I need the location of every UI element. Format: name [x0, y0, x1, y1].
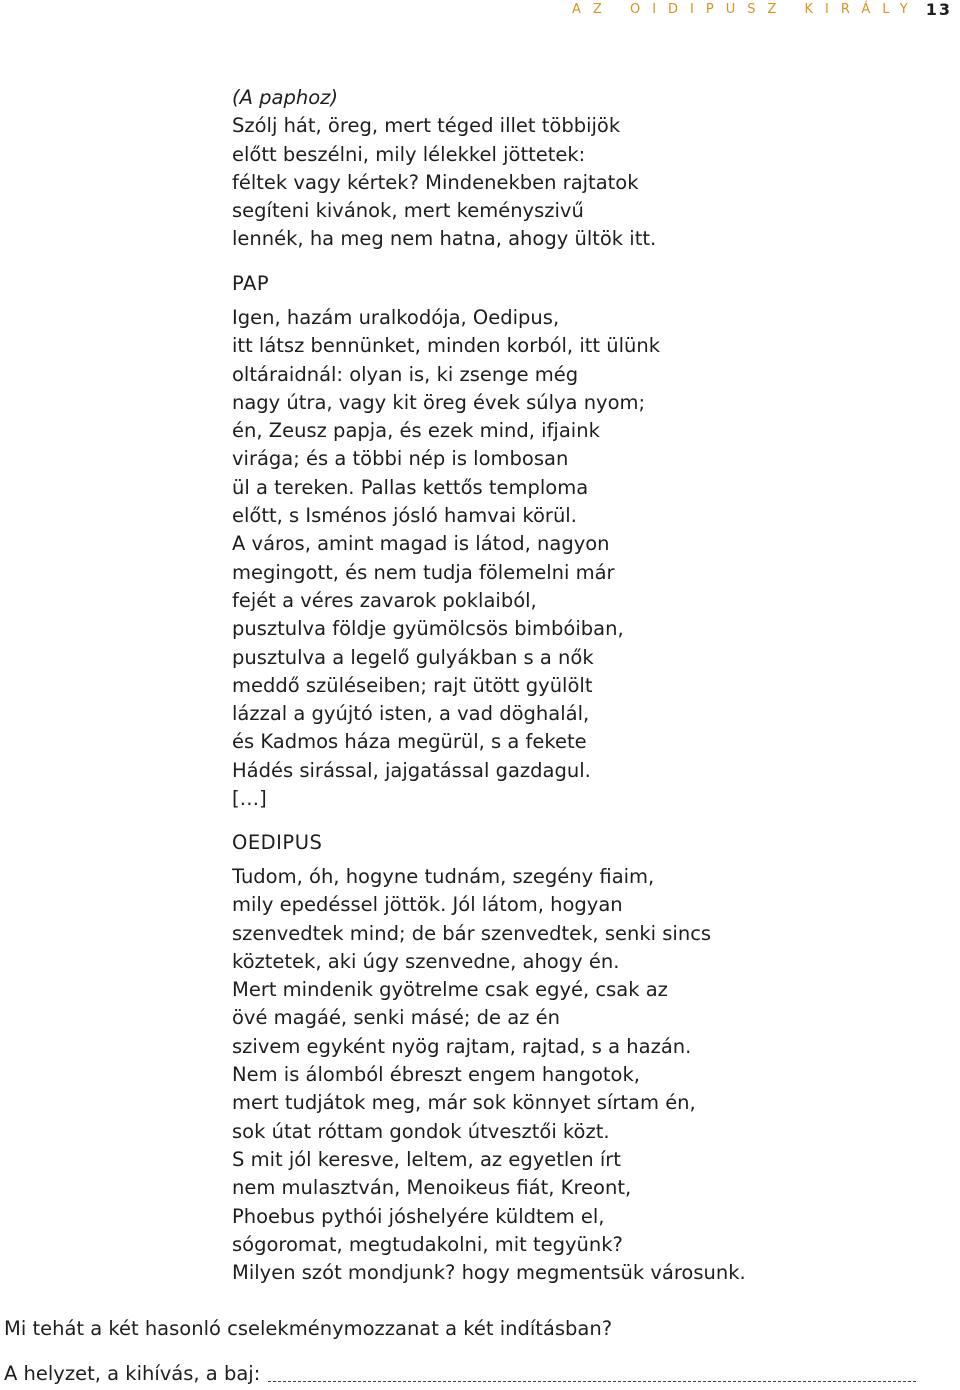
verse-line: én, Zeusz papja, és ezek mind, ifjaink	[232, 419, 600, 443]
verse-line: sok útat róttam gondok útvesztői közt.	[232, 1119, 610, 1143]
verse-line: pusztulva a legelő gulyákban s a nők	[232, 645, 594, 669]
verse-line: előtt beszélni, mily lélekkel jöttetek:	[232, 142, 586, 166]
stage-direction: (A paphoz)	[232, 86, 338, 109]
verse-line: segíteni kivánok, mert keményszivű	[232, 199, 584, 223]
verse-line: A város, amint magad is látod, nagyon	[232, 532, 610, 556]
verse-line: fejét a véres zavarok poklaiból,	[232, 588, 537, 612]
verse-line: pusztulva földje gyümölcsös bimbóiban,	[232, 617, 624, 641]
exercise-question: Mi tehát a két hasonló cselekménymozzanat a két indításban?	[4, 1317, 613, 1340]
verse-line: Tudom, óh, hogyne tudnám, szegény fiaim,	[232, 865, 655, 888]
verse-line: Szólj hát, öreg, mert téged illet többijök	[232, 114, 621, 138]
verse-line: szivem egyként nyög rajtam, rajtad, s a hazán.	[232, 1034, 692, 1058]
omission-mark: […]	[232, 787, 267, 811]
verse-line: mert tudjátok meg, már sok könnyet sírtam én,	[232, 1091, 696, 1115]
verse-line: Phoebus pythói jóshelyére küldtem el,	[232, 1204, 605, 1228]
verse-line: virága; és a többi nép is lombosan	[232, 447, 569, 471]
verse-line: féltek vagy kértek? Mindenekben rajtatok	[232, 170, 639, 194]
verse-line: itt látsz bennünket, minden korból, itt ülünk	[232, 334, 661, 358]
verse-line: S mit jól keresve, leltem, az egyetlen írt	[232, 1147, 621, 1171]
verse-line: Mert mindenik gyötrelme csak egyé, csak az	[232, 978, 668, 1002]
verse-line: ül a tereken. Pallas kettős temploma	[232, 475, 589, 499]
speaker-oedipus: OEDIPUS	[232, 831, 323, 854]
running-head	[572, 0, 952, 22]
verse-line: mily epedéssel jöttök. Jól látom, hogyan	[232, 893, 623, 917]
verse-line: nem mulasztván, Menoikeus fiát, Kreont,	[232, 1176, 632, 1200]
verse-line: és Kadmos háza megürül, s a fekete	[232, 730, 587, 754]
verse-line: lennék, ha meg nem hatna, ahogy ültök itt.	[232, 227, 657, 251]
verse-line: Igen, hazám uralkodója, Oedipus,	[232, 306, 560, 329]
verse-line: szenvedtek mind; de bár szenvedtek, senki sincs	[232, 921, 712, 945]
answer-label: A helyzet, a kihívás, a baj:	[4, 1362, 261, 1385]
page-number: 13	[925, 0, 952, 19]
verse-line: Nem is álomból ébreszt engem hangotok,	[232, 1063, 640, 1087]
verse-line: megingott, és nem tudja fölemelni már	[232, 560, 615, 584]
priest-speech	[232, 304, 660, 813]
verse-line: oltáraidnál: olyan is, ki zsenge még	[232, 362, 579, 386]
verse-line: lázzal a gyújtó isten, a vad döghalál,	[232, 702, 590, 726]
answer-row	[4, 1360, 916, 1388]
answer-line[interactable]	[268, 1380, 916, 1382]
verse-line: köztetek, aki úgy szenvedne, ahogy én.	[232, 949, 620, 973]
verse-line: sógoromat, megtudakolni, mit tegyünk?	[232, 1232, 623, 1256]
verse-line: övé magáé, senki másé; de az én	[232, 1006, 560, 1030]
running-title: AZ OIDIPUSZ KIRÁLY	[572, 2, 920, 17]
oedipus-speech-2	[232, 863, 746, 1287]
verse-line: meddő szüléseiben; rajt ütött gyülölt	[232, 673, 593, 697]
oedipus-speech-1	[232, 84, 656, 254]
verse-line: előtt, s Isménos jósló hamvai körül.	[232, 504, 577, 528]
verse-line: Hádés sirással, jajgatással gazdagul.	[232, 758, 591, 782]
verse-line: Milyen szót mondjunk? hogy megmentsük városunk.	[232, 1261, 746, 1285]
verse-line: nagy útra, vagy kit öreg évek súlya nyom;	[232, 390, 646, 414]
speaker-priest: PAP	[232, 272, 270, 295]
